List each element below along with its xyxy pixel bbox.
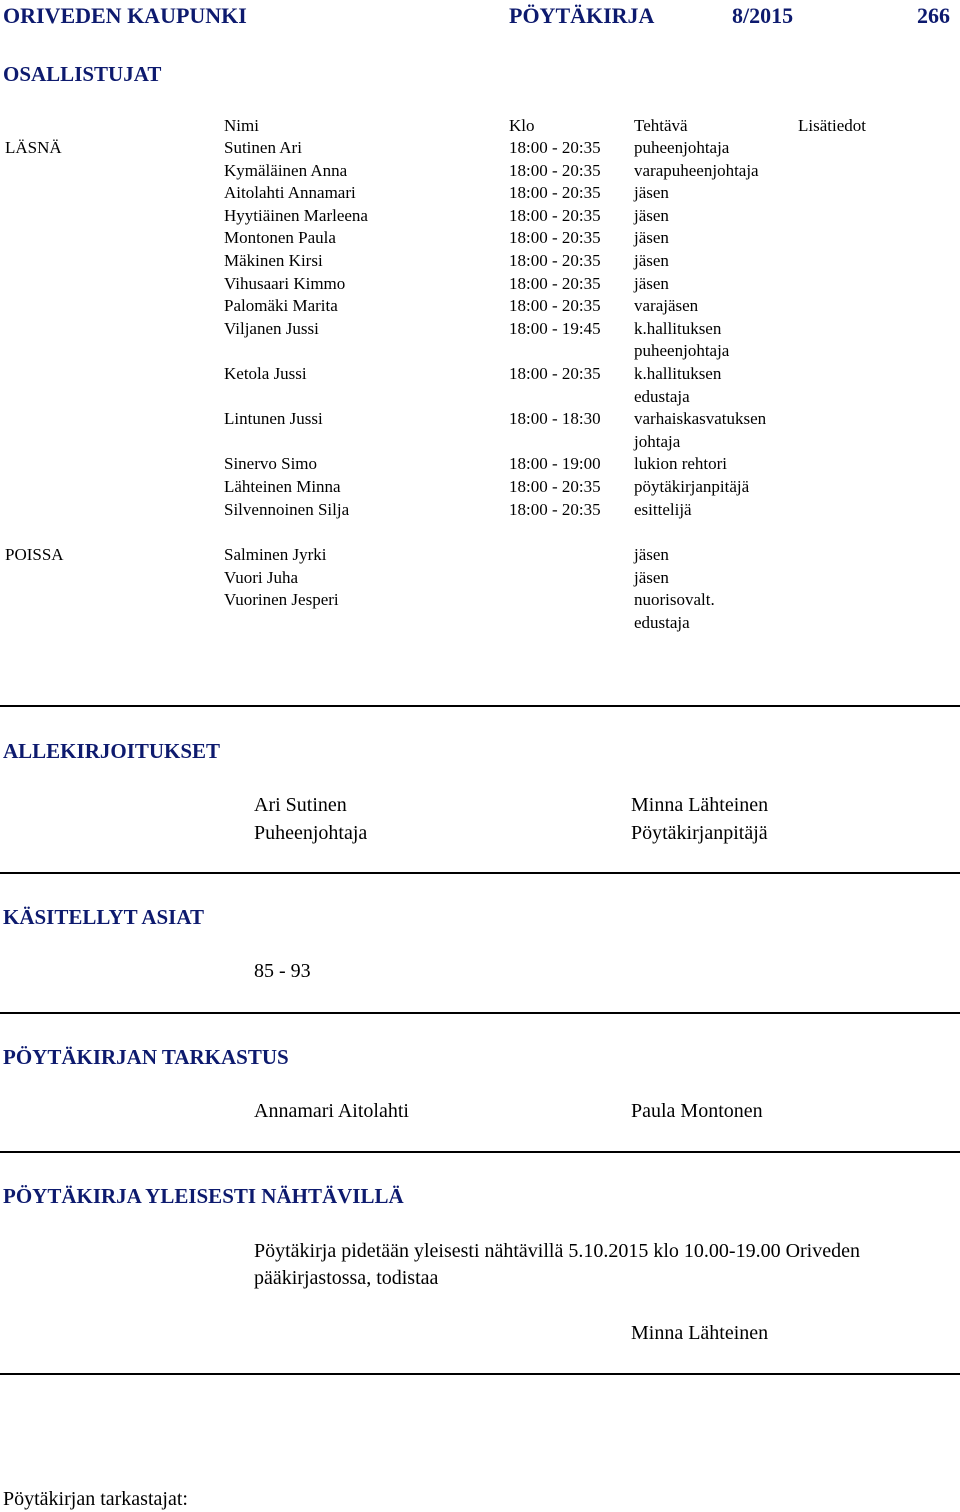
participant-time: 18:00 - 20:35 (509, 296, 601, 316)
participant-name: Hyytiäinen Marleena (224, 205, 368, 225)
signature-secretary-role: Pöytäkirjanpitäjä (631, 822, 768, 844)
reviewer-2-name: Paula Montonen (631, 1100, 763, 1122)
participant-role: jäsen (634, 228, 669, 248)
participant-time: 18:00 - 20:35 (509, 138, 601, 157)
participant-role: puheenjohtaja (634, 138, 730, 157)
participant-time: 18:00 - 20:35 (509, 205, 601, 225)
participant-role: jäsen (634, 251, 669, 270)
participant-time: 18:00 - 18:30 (509, 409, 601, 429)
col-header-role: Tehtävä (634, 116, 688, 135)
participant-name: Palomäki Marita (224, 296, 338, 316)
participant-name: Vihusaari Kimmo (224, 273, 346, 293)
participant-time: 18:00 - 20:35 (509, 364, 601, 383)
participants-title: OSALLISTUJAT (3, 62, 162, 86)
col-header-name: Nimi (224, 116, 259, 135)
participant-name: Lähteinen Minna (224, 477, 341, 496)
participant-time: 18:00 - 20:35 (509, 477, 601, 496)
participant-name: Kymäläinen Anna (224, 160, 348, 180)
reviewer-1-name: Annamari Aitolahti (254, 1100, 409, 1122)
participant-role: esittelijä (634, 499, 692, 519)
public-text-line2: pääkirjastossa, todistaa (254, 1267, 439, 1289)
present-label: LÄSNÄ (5, 138, 62, 157)
absent-label: POISSA (5, 545, 64, 564)
participant-role: pöytäkirjanpitäjä (634, 477, 750, 496)
participant-time: 18:00 - 20:35 (509, 251, 601, 270)
participant-role: johtaja (634, 431, 681, 451)
public-signer-name: Minna Lähteinen (631, 1322, 769, 1344)
participant-name: Ketola Jussi (224, 364, 307, 383)
signature-chair-name: Ari Sutinen (254, 794, 347, 816)
signature-secretary-name: Minna Lähteinen (631, 794, 769, 816)
col-header-time: Klo (509, 116, 535, 135)
divider (0, 872, 960, 874)
participant-name: Silvennoinen Silja (224, 499, 350, 519)
participant-name: Viljanen Jussi (224, 318, 319, 338)
participant-role: varajäsen (634, 296, 699, 316)
participant-role: varapuheenjohtaja (634, 160, 759, 180)
divider (0, 1373, 960, 1375)
participant-role: jäsen (634, 567, 669, 587)
participant-time: 18:00 - 20:35 (509, 228, 601, 248)
participant-role: puheenjohtaja (634, 341, 730, 361)
participant-name: Vuori Juha (224, 567, 299, 587)
participant-time: 18:00 - 20:35 (509, 160, 601, 180)
participant-role: edustaja (634, 612, 690, 632)
review-title: PÖYTÄKIRJAN TARKASTUS (3, 1045, 289, 1069)
participant-name: Sinervo Simo (224, 454, 318, 474)
divider (0, 1012, 960, 1014)
participant-time: 18:00 - 20:35 (509, 273, 601, 293)
participant-name: Lintunen Jussi (224, 409, 323, 429)
participant-role: edustaja (634, 386, 690, 406)
participant-role: varhaiskasvatuksen (634, 409, 767, 429)
participant-name: Vuorinen Jesperi (224, 590, 339, 610)
document-number: 8/2015 (732, 3, 794, 28)
signatures-title: ALLEKIRJOITUKSET (3, 739, 221, 763)
footer-reviewers-label: Pöytäkirjan tarkastajat: (3, 1488, 188, 1510)
page-number: 266 (917, 3, 950, 28)
org-name: ORIVEDEN KAUPUNKI (3, 3, 247, 28)
participant-role: jäsen (634, 273, 669, 293)
participant-time: 18:00 - 20:35 (509, 499, 601, 519)
participant-name: Montonen Paula (224, 228, 336, 248)
participant-time: 18:00 - 19:45 (509, 318, 601, 338)
items-range: 85 - 93 (254, 960, 311, 982)
document-type: PÖYTÄKIRJA (509, 3, 655, 28)
participant-time: 18:00 - 20:35 (509, 183, 601, 203)
col-header-info: Lisätiedot (798, 116, 866, 135)
signature-chair-role: Puheenjohtaja (254, 822, 368, 844)
participant-role: k.hallituksen (634, 318, 722, 338)
participant-name: Aitolahti Annamari (224, 183, 356, 203)
participant-name: Salminen Jyrki (224, 545, 327, 564)
items-title: KÄSITELLYT ASIAT (3, 905, 204, 929)
participant-name: Sutinen Ari (224, 138, 302, 157)
divider (0, 705, 960, 707)
participant-role: jäsen (634, 205, 669, 225)
participant-role: jäsen (634, 545, 669, 564)
public-title: PÖYTÄKIRJA YLEISESTI NÄHTÄVILLÄ (3, 1184, 404, 1208)
participant-role: jäsen (634, 183, 669, 203)
participant-role: nuorisovalt. (634, 590, 715, 610)
public-text-line1: Pöytäkirja pidetään yleisesti nähtävillä 5.10.2015 klo 10.00-19.00 Oriveden (254, 1240, 860, 1262)
participant-time: 18:00 - 19:00 (509, 454, 601, 474)
divider (0, 1151, 960, 1153)
participant-role: k.hallituksen (634, 364, 722, 383)
participant-name: Mäkinen Kirsi (224, 251, 323, 270)
participant-role: lukion rehtori (634, 454, 728, 474)
